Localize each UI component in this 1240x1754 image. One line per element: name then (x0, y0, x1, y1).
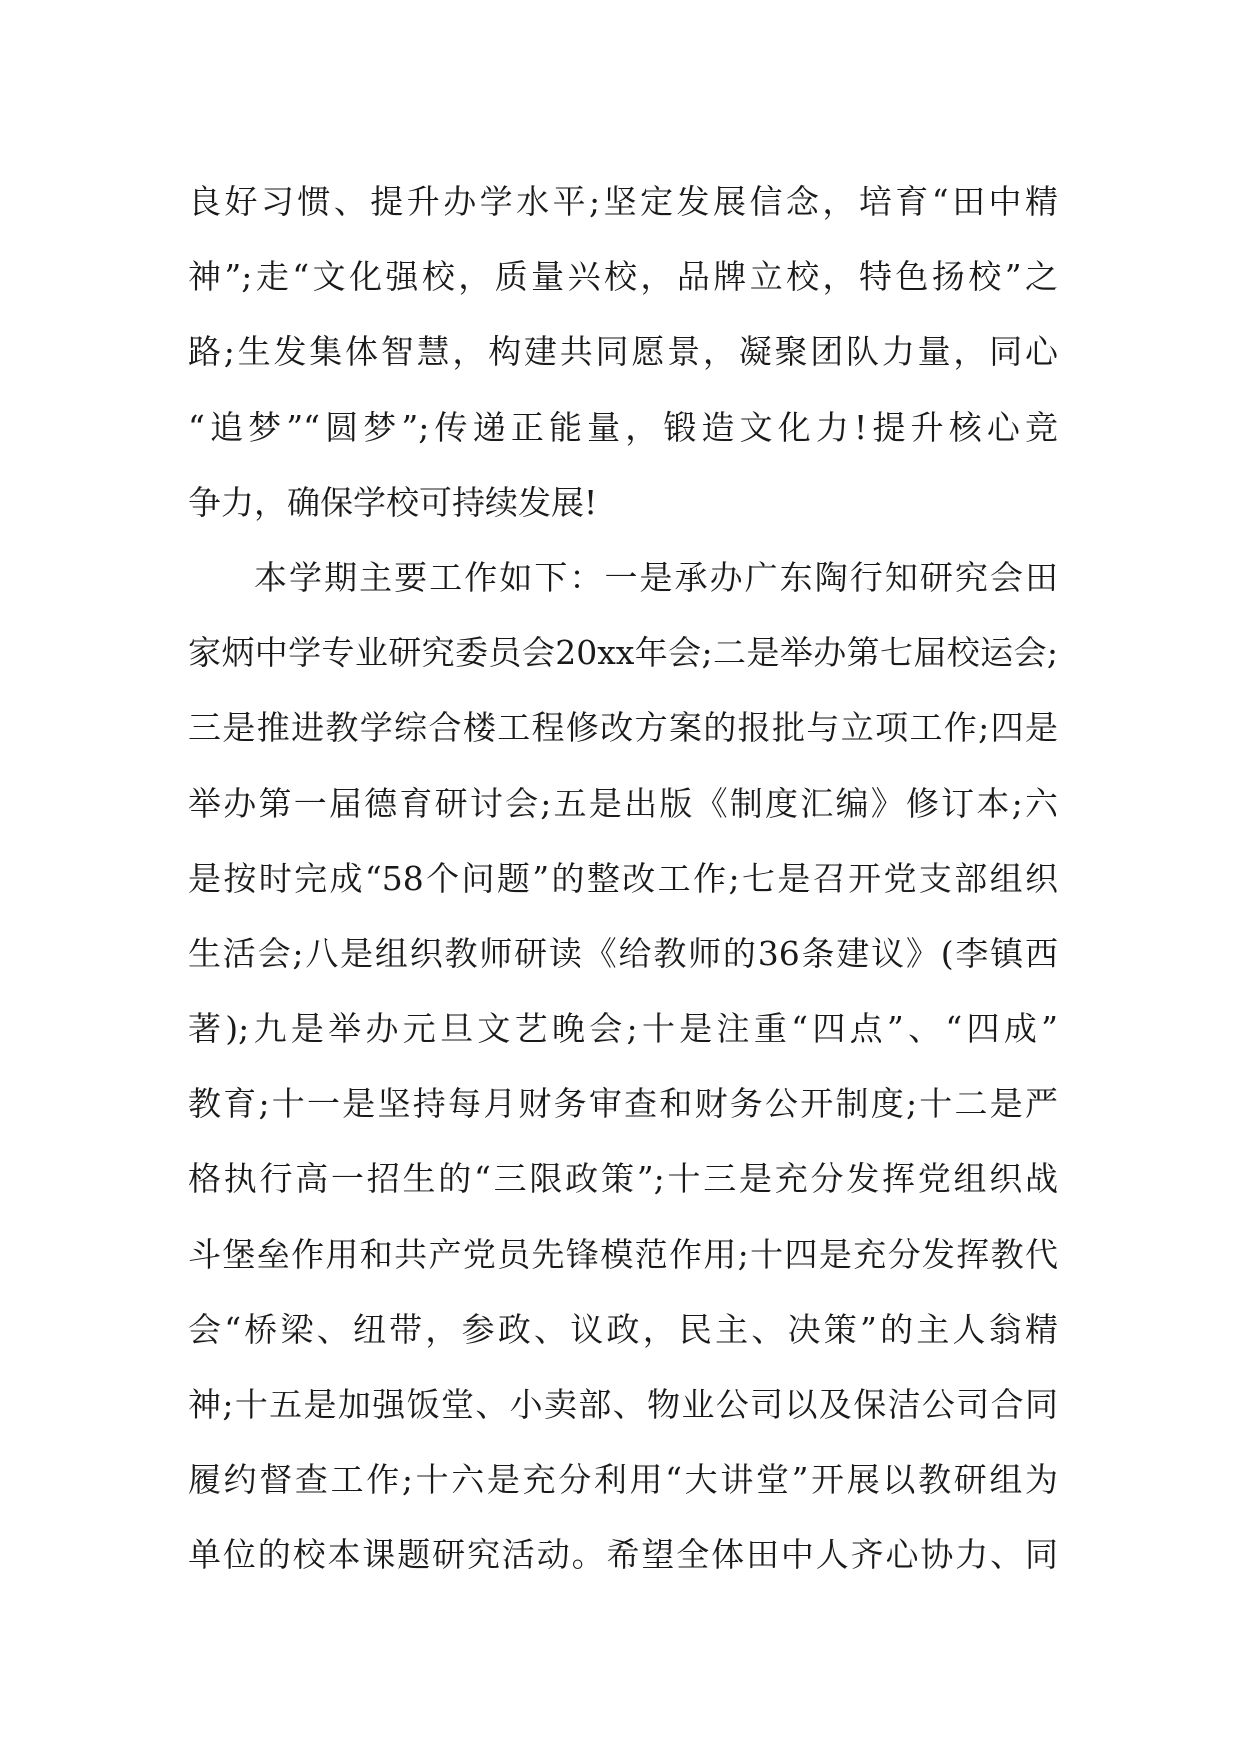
paragraph-1 (188, 164, 1058, 540)
text-line: 著);九是举办元旦文艺晚会;十是注重“四点”、“四成” (188, 1009, 1058, 1049)
paragraph-2 (188, 540, 1058, 1593)
text-line: 格执行高一招生的“三限政策”;十三是充分发挥党组织战 (188, 1159, 1058, 1199)
text-line: 争力，确保学校可持续发展! (188, 482, 598, 522)
document-body (188, 164, 1058, 1593)
text-line: 教育;十一是坚持每月财务审查和财务公开制度;十二是严 (188, 1084, 1058, 1124)
text-line: 单位的校本课题研究活动。希望全体田中人齐心协力、同 (188, 1535, 1058, 1575)
text-line: 会“桥梁、纽带，参政、议政，民主、决策”的主人翁精 (188, 1309, 1058, 1349)
text-line: “追梦”“圆梦”;传递正能量，锻造文化力!提升核心竞 (188, 407, 1058, 447)
text-line: 履约督查工作;十六是充分利用“大讲堂”开展以教研组为 (188, 1460, 1058, 1500)
text-line: 生活会;八是组织教师研读《给教师的36条建议》(李镇西 (188, 933, 1058, 973)
text-line: 家炳中学专业研究委员会20xx年会;二是举办第七届校运会; (188, 633, 1058, 673)
text-line: 路;生发集体智慧，构建共同愿景，凝聚团队力量，同心 (188, 332, 1058, 372)
text-line: 举办第一届德育研讨会;五是出版《制度汇编》修订本;六 (188, 783, 1058, 823)
text-line: 三是推进教学综合楼工程修改方案的报批与立项工作;四是 (188, 708, 1058, 748)
text-line: 斗堡垒作用和共产党员先锋模范作用;十四是充分发挥教代 (188, 1234, 1058, 1274)
text-line: 是按时完成“58个问题”的整改工作;七是召开党支部组织 (188, 858, 1058, 898)
text-line: 良好习惯、提升办学水平;坚定发展信念，培育“田中精 (188, 182, 1058, 221)
text-line: 本学期主要工作如下：一是承办广东陶行知研究会田 (254, 557, 1058, 597)
text-line: 神”;走“文化强校，质量兴校，品牌立校，特色扬校”之 (188, 257, 1058, 297)
text-line: 神;十五是加强饭堂、小卖部、物业公司以及保洁公司合同 (188, 1385, 1058, 1424)
